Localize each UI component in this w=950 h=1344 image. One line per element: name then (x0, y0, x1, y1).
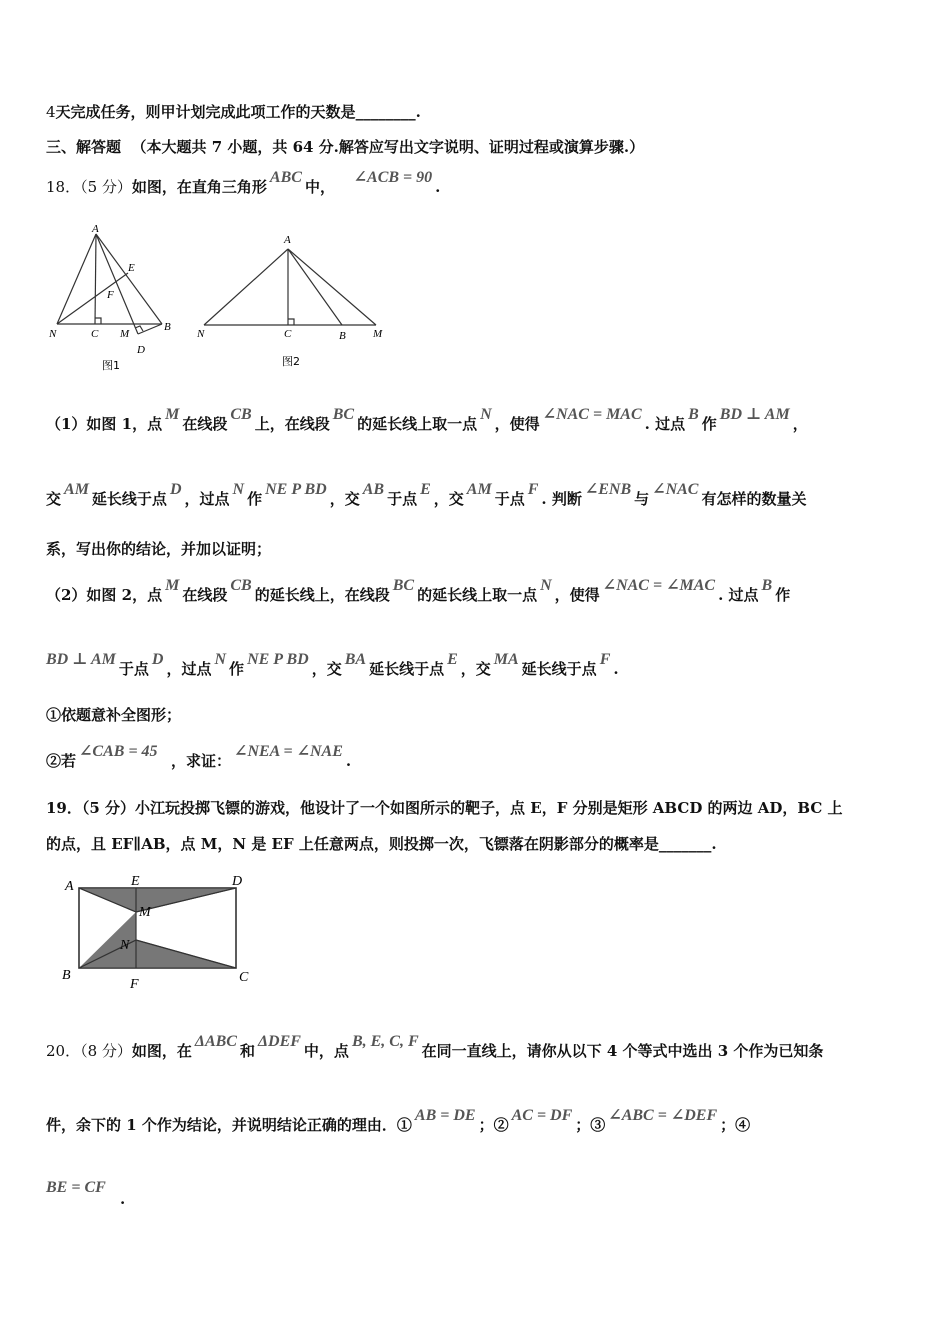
fig1-label-C: C (91, 328, 99, 340)
fig1-label-N: N (49, 328, 57, 340)
fig2-label-B: B (339, 330, 346, 342)
q19-dartboard-figure (58, 868, 268, 993)
fig1-label-D: D (137, 344, 145, 356)
q20-line3-end: . (120, 1190, 126, 1208)
q20-line2: 件，余下的 1 个作为结论，并说明结论正确的理由．①AB = DE；②AC = DF；③∠ABC = ∠DEF；④ (46, 1107, 751, 1134)
dart-label-D: D (232, 874, 243, 889)
q18-part1-line3: 系，写出你的结论，并加以证明； (46, 540, 272, 558)
dart-label-F: F (130, 977, 139, 992)
fig1-label-B: B (164, 321, 171, 333)
q18-header: 18．（5 分）如图，在直角三角形ABC中， ∠ACB = 90. (46, 169, 441, 196)
fig1-label-A: A (92, 223, 99, 235)
q17-tail: 4天完成任务，则甲计划完成此项工作的天数是________. (46, 103, 421, 121)
q19-line1: 19．（5 分）小江玩投掷飞镖的游戏，他设计了一个如图所示的靶子，点 E，F 分别是矩形 ABCD 的两边 AD，BC 上 (46, 799, 843, 817)
fig2-label-A: A (284, 234, 291, 246)
q18-figure-1 (40, 220, 185, 375)
q18-figure-2 (192, 225, 392, 375)
q18-step2: ②若∠CAB = 45 ，求证：∠NEA = ∠NAE. (46, 743, 352, 770)
dart-label-N: N (120, 938, 130, 953)
fig2-label-N: N (197, 328, 205, 340)
dart-label-M: M (139, 905, 151, 920)
q18-part1-line2: 交AM延长线于点D，过点N作NE P BD，交AB于点E，交AM于点F. 判断∠ENB与∠NAC有怎样的数量关 (46, 481, 807, 508)
q20-line3: BE = CF (46, 1179, 106, 1196)
q19-line2: 的点，且 EF∥AB，点 M，N 是 EF 上任意两点，则投掷一次，飞镖落在阴影部分的概率是_______. (46, 835, 717, 853)
fig1-label-M: M (120, 328, 130, 340)
q18-part2-line1: （2）如图 2，点M在线段CB的延长线上，在线段BC的延长线上取一点N，使得∠NAC = ∠MAC. 过点B作 (46, 577, 791, 604)
dart-label-E: E (131, 874, 140, 889)
fig1-label-E: E (128, 262, 135, 274)
fig2-label-C: C (284, 328, 292, 340)
fig1-caption: 图1 (102, 359, 120, 372)
q20-line1: 20．（8 分）如图，在ΔABC和ΔDEF中，点B, E, C, F在同一直线上，请你从以下 4 个等式中选出 3 个作为已知条 (46, 1033, 824, 1060)
q18-step1: ①依题意补全图形； (46, 706, 182, 724)
q18-part1-line1: （1）如图 1，点M在线段CB上，在线段BC的延长线上取一点N，使得∠NAC = MAC. 过点B作BD ⊥ AM， (46, 406, 808, 433)
fig2-label-M: M (373, 328, 383, 340)
dart-label-A: A (65, 879, 74, 894)
fig1-label-F: F (107, 289, 114, 301)
section-heading: 三、解答题 （本大题共 7 小题，共 64 分.解答应写出文字说明、证明过程或演算步骤.） (46, 138, 645, 156)
dart-label-B: B (62, 968, 71, 983)
fig2-caption: 图2 (282, 355, 300, 368)
q18-part2-line2: BD ⊥ AM于点D，过点N作NE P BD，交BA延长线于点E，交MA延长线于点F. (46, 651, 619, 678)
dart-label-C: C (239, 970, 249, 985)
